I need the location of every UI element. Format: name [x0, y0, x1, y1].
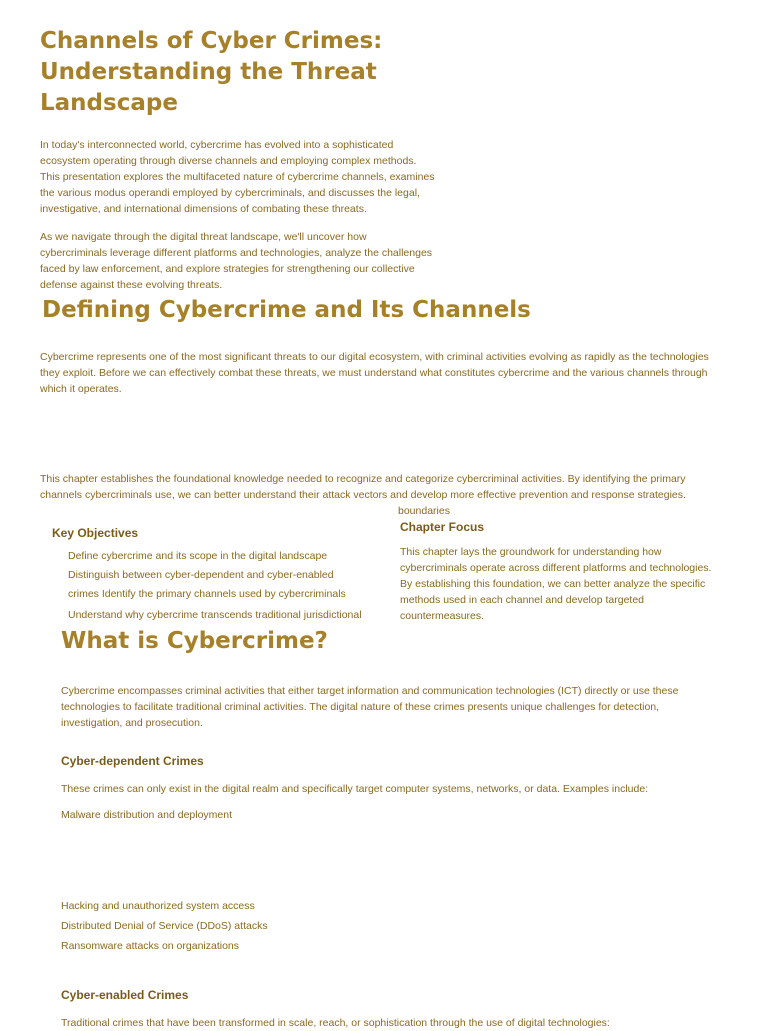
- cyber-dependent-heading: Cyber-dependent Crimes: [61, 754, 204, 768]
- objective-item: Define cybercrime and its scope in the digital landscape: [68, 550, 328, 562]
- cyber-dependent-intro: These crimes can only exist in the digital realm and specifically target computer systems, networks, or data. Examples include:: [61, 783, 649, 795]
- intro-paragraph-1: In today's interconnected world, cybercrime has evolved into a sophisticated ecosystem operating through diverse channels and employing complex methods. This presentation explores the multifaceted nature of cybercrime channels, examines the various modus operandi employed by cybercriminals, and discusses the legal, investigative, and international dimensions of combating these threats.: [40, 139, 435, 215]
- cyber-dependent-examples-list: [61, 899, 461, 953]
- defining-paragraph-2: This chapter establishes the foundational knowledge needed to recognize and categorize cybercriminal activities. By identifying the primary channels cybercriminals use, we can better understand their attack vectors and develop more effective prevention and response strategies.: [40, 473, 686, 501]
- example-item: Ransomware attacks on organizations: [61, 940, 240, 952]
- chapter-focus-heading: Chapter Focus: [400, 520, 485, 534]
- objective-item: crimes Identify the primary channels used by cybercriminals: [68, 588, 346, 600]
- page-title: Channels of Cyber Crimes: Understanding the Threat Landscape: [40, 28, 383, 116]
- objective-item: Distinguish between cyber-dependent and cyber-enabled: [68, 569, 334, 581]
- objective-item: Understand why cybercrime transcends traditional jurisdictional: [68, 609, 362, 621]
- cyber-enabled-intro: Traditional crimes that have been transformed in scale, reach, or sophistication through the use of digital technologies:: [61, 1017, 610, 1029]
- example-item: Distributed Denial of Service (DDoS) attacks: [61, 920, 268, 932]
- section-heading-what-is: What is Cybercrime?: [61, 628, 328, 654]
- key-objectives-list: [68, 548, 378, 623]
- defining-paragraph-1: Cybercrime represents one of the most significant threats to our digital ecosystem, with criminal activities evolving as rapidly as the technologies they exploit. Before we can effectively combat these threats, we must understand what constitutes cybercrime and the various channels through which it operates.: [40, 351, 709, 395]
- intro-paragraph-2: As we navigate through the digital threat landscape, we'll uncover how cybercriminals leverage different platforms and technologies, analyze the challenges faced by law enforcement, and explore strategies for strengthening our collective defense against these evolving threats.: [40, 231, 433, 291]
- chapter-focus-text: This chapter lays the groundwork for understanding how cybercriminals operate across different platforms and technologies. By establishing this foundation, we can better analyze the specific methods used in each channel and develop targeted countermeasures.: [400, 546, 712, 622]
- key-objectives-heading: Key Objectives: [52, 526, 139, 540]
- what-is-paragraph: Cybercrime encompasses criminal activities that either target information and communication technologies (ICT) directly or use these technologies to facilitate traditional criminal activities. The digital nature of these crimes presents unique challenges for detection, investigation, and prosecution.: [61, 685, 679, 729]
- section-heading-defining: Defining Cybercrime and Its Channels: [42, 297, 531, 323]
- cyber-dependent-example: Malware distribution and deployment: [61, 809, 233, 821]
- stray-text: boundaries: [398, 505, 450, 517]
- cyber-enabled-heading: Cyber-enabled Crimes: [61, 988, 189, 1002]
- example-item: Hacking and unauthorized system access: [61, 900, 255, 912]
